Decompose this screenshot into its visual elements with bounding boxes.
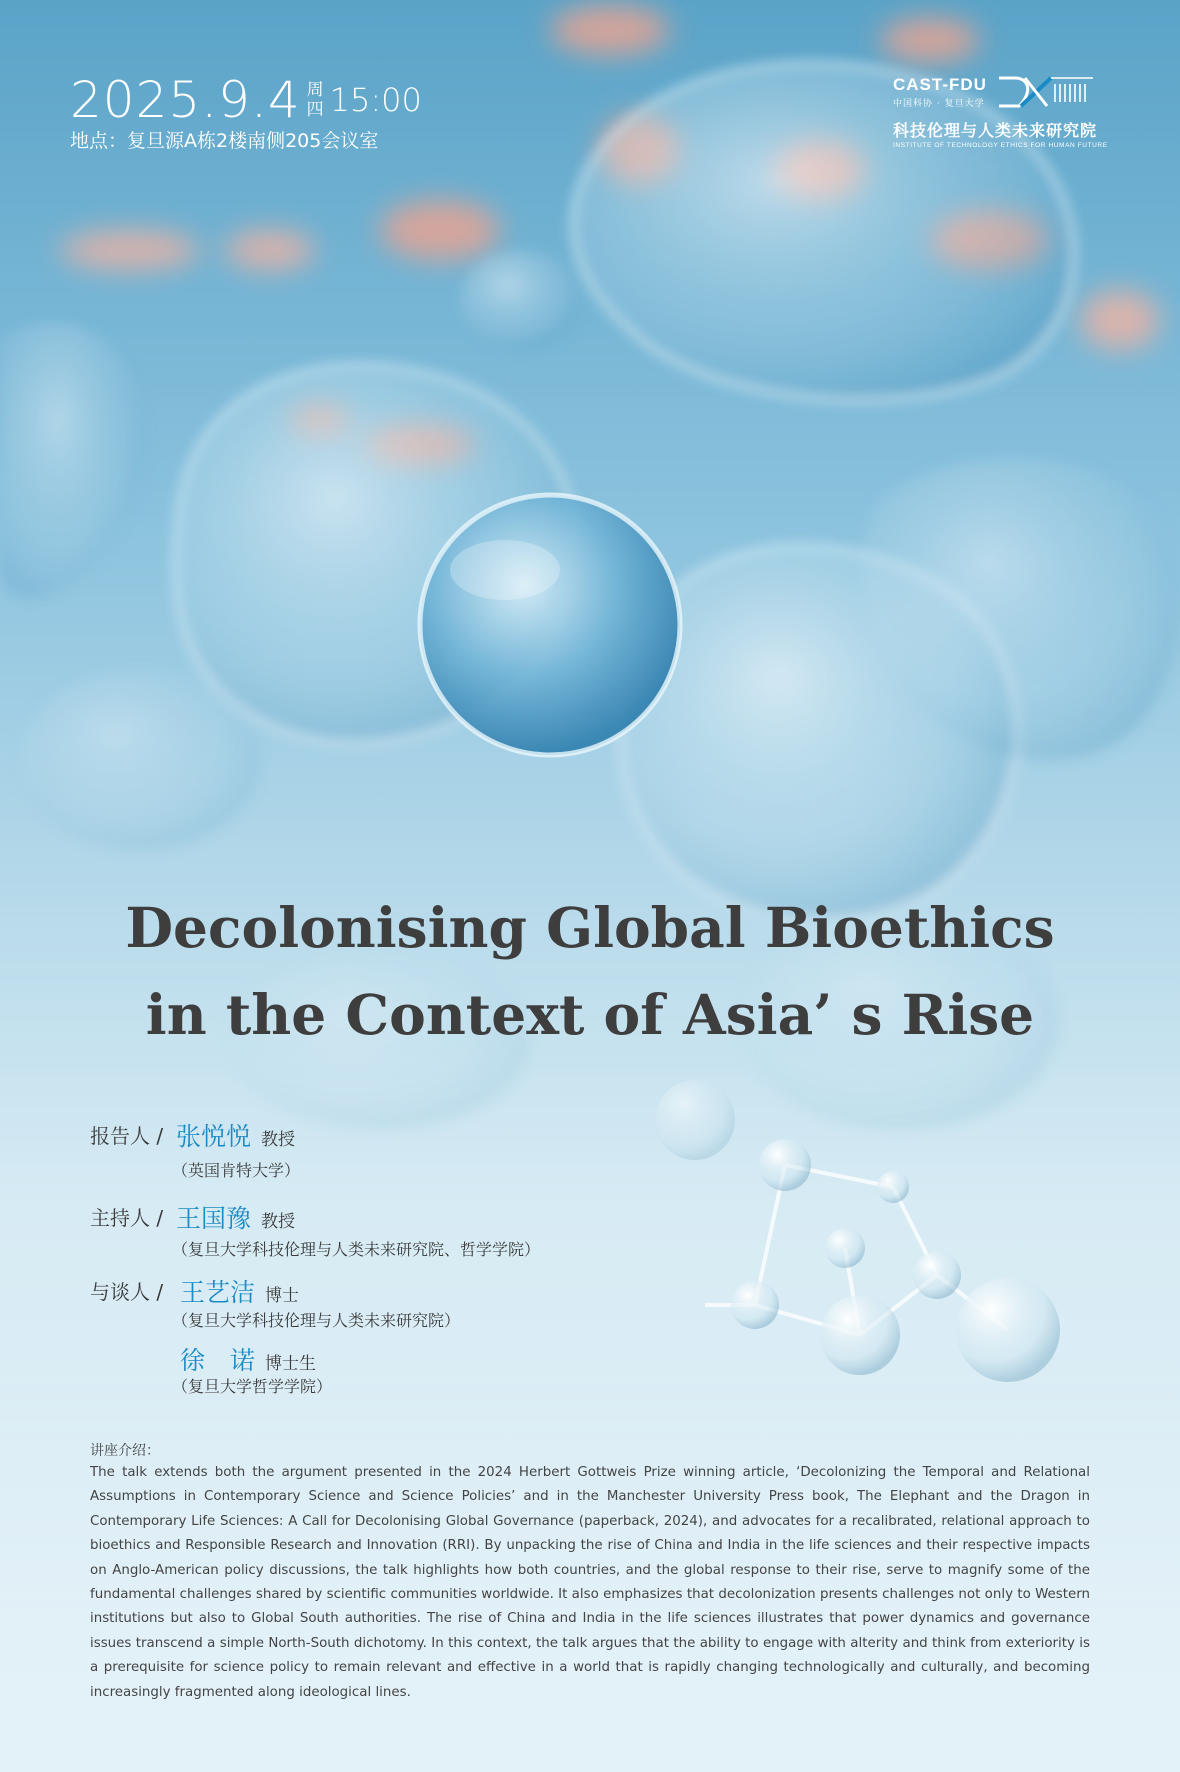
lecture-title (0, 884, 1180, 1058)
logo-mark-icon (995, 72, 1095, 112)
weekday-char-2: 四 (306, 100, 324, 120)
host-title: 教授 (261, 1212, 296, 1232)
cast-fdu-logo (893, 72, 1123, 149)
logo-english: CAST-FDU (893, 75, 987, 94)
host-name: 王国豫 (176, 1204, 252, 1233)
logo-institute: INSTITUTE OF TECHNOLOGY ETHICS FOR HUMAN FUTURE (893, 142, 1108, 149)
discussant-role-label: 与谈人 / (90, 1280, 164, 1304)
title-line-2: in the Context of Asia’ s Rise (145, 982, 1035, 1047)
intro-body: The talk extends both the argument presented in the 2024 Herbert Gottweis Prize winning article, ‘Decolonizing the Temporal and Relational Assumptions in Contemporary Science and Science Policies’ and in the Manchester University Press book, The Elephant and the Dragon in Contemporary Life Sciences: A Call for Decolonising Global Governance (paperback, 2024), and advocates for a recalibrated, relational approach to bioethics and Responsible Research and Innovation (RRI). By unpacking the rise of China and India in the life sciences and their respective impacts on Anglo-American policy discussions, the talk highlights how both countries, and the global response to their rise, serve to magnify some of the fundamental challenges shared by scientific communities worldwide. It also emphasizes that decolonization presents challenges not only to Western institutions but also to Global South authorities. The rise of China and India in the life sciences illustrates that power dynamics and governance issues transcend a simple North-South dichotomy. In this context, the talk argues that the ability to engage with alterity and think from exteriority is a prerequisite for science policy to remain relevant and effective in a world that is rapidly changing technologically and culturally, and becoming increasingly fragmented along ideological lines. (90, 1465, 1090, 1700)
discussant-1-name: 王艺洁 (180, 1278, 256, 1307)
host (176, 1199, 295, 1235)
speaker-title: 教授 (261, 1130, 296, 1150)
logo-subtitle: 中国科协 · 复旦大学 (893, 99, 985, 109)
speaker-role-label: 报告人 / (90, 1124, 164, 1148)
logo-chinese: 科技伦理与人类未来研究院 (893, 121, 1098, 140)
discussant-1 (180, 1273, 299, 1309)
event-venue: 地点：复旦源A栋2楼南侧205会议室 (70, 130, 379, 152)
discussant-2-affiliation: （复旦大学哲学学院） (172, 1377, 333, 1396)
discussant-1-affiliation: （复旦大学科技伦理与人类未来研究院） (172, 1311, 461, 1330)
speaker (176, 1117, 295, 1153)
logo-text-block (893, 75, 987, 109)
intro-label: 讲座介绍： (90, 1443, 160, 1459)
event-date: 2025.9.4 (70, 71, 301, 129)
event-time: 15:00 (329, 81, 422, 119)
event-datetime (70, 70, 422, 130)
discussant-2-name: 徐 诺 (180, 1346, 256, 1375)
speaker-name: 张悦悦 (176, 1122, 252, 1151)
host-affiliation: （复旦大学科技伦理与人类未来研究院、哲学学院） (172, 1240, 541, 1259)
discussant-1-title: 博士 (265, 1286, 300, 1306)
host-role-label: 主持人 / (90, 1206, 164, 1230)
speaker-affiliation: （英国肯特大学） (172, 1161, 301, 1180)
weekday-char-1: 周 (306, 80, 324, 100)
title-line-1: Decolonising Global Bioethics (125, 895, 1055, 960)
discussant-2 (180, 1341, 316, 1377)
logo-top-row (893, 72, 1123, 112)
discussant-2-title: 博士生 (265, 1354, 317, 1374)
event-weekday (307, 80, 324, 120)
